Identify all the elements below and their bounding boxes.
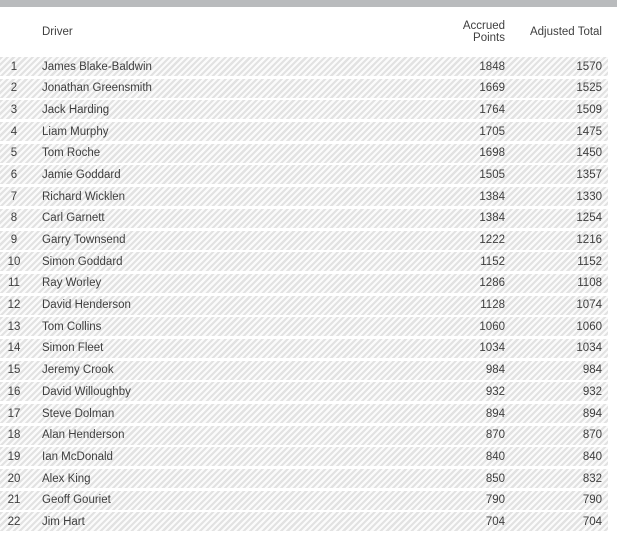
driver-name-cell: Jeremy Crook	[42, 364, 114, 377]
accrued-points-cell: 1384	[479, 212, 505, 225]
adjusted-total-cell: 1509	[576, 103, 602, 116]
table-row	[0, 339, 608, 358]
rank-cell: 20	[7, 472, 21, 485]
accrued-points-cell: 1848	[479, 60, 505, 73]
accrued-points-cell: 1152	[480, 255, 505, 268]
table-row	[0, 209, 608, 228]
adjusted-total-cell: 790	[582, 494, 602, 507]
driver-name-cell: Alex King	[42, 472, 91, 485]
accrued-points-cell: 1286	[479, 277, 505, 290]
adjusted-total-cell: 1108	[577, 277, 602, 290]
adjusted-total-cell: 870	[582, 429, 602, 442]
driver-name-cell: Tom Roche	[42, 147, 101, 160]
rank-cell: 10	[7, 255, 21, 268]
rank-cell: 2	[10, 82, 18, 95]
rank-cell: 12	[7, 299, 21, 312]
accrued-points-cell: 1060	[479, 320, 505, 333]
accrued-points-cell: 1669	[479, 82, 505, 95]
table-row	[0, 79, 608, 98]
rank-cell: 21	[7, 494, 21, 507]
table-row	[0, 274, 608, 293]
accrued-points-cell: 1698	[479, 147, 505, 160]
accrued-points-cell: 704	[485, 515, 505, 528]
accrued-points-cell: 932	[485, 385, 505, 398]
table-row	[0, 469, 608, 488]
adjusted-total-cell: 840	[582, 450, 602, 463]
accrued-points-cell: 1505	[479, 168, 505, 181]
rank-cell: 11	[8, 277, 20, 290]
driver-name-cell: Ray Worley	[42, 277, 102, 290]
driver-name-cell: Geoff Gouriet	[42, 494, 111, 507]
rank-cell: 19	[7, 450, 21, 463]
driver-name-cell: Jim Hart	[42, 515, 85, 528]
rank-cell: 17	[7, 407, 21, 420]
driver-name-cell: David Henderson	[42, 299, 131, 312]
accrued-points-cell: 790	[485, 494, 505, 507]
accrued-points-cell: 894	[485, 407, 505, 420]
accrued-points-cell: 870	[485, 429, 505, 442]
adjusted-total-cell: 1060	[576, 320, 602, 333]
rank-cell: 1	[10, 60, 18, 73]
adjusted-total-cell: 832	[582, 472, 602, 485]
adjusted-total-cell: 1357	[576, 168, 602, 181]
adjusted-total-cell: 1254	[576, 212, 602, 225]
table-row	[0, 447, 608, 466]
driver-name-cell: Liam Murphy	[42, 125, 109, 138]
accrued-points-cell: 1034	[479, 342, 505, 355]
table-row	[0, 187, 608, 206]
adjusted-total-cell: 1330	[576, 190, 602, 203]
driver-name-cell: Alan Henderson	[42, 429, 125, 442]
accrued-points-header-label: Accrued Points	[462, 19, 505, 44]
rank-cell: 13	[7, 320, 21, 333]
rank-cell: 18	[7, 429, 21, 442]
rank-cell: 3	[10, 103, 18, 116]
top-divider-bar	[0, 0, 617, 7]
table-row	[0, 252, 608, 271]
adjusted-total-cell: 1074	[576, 299, 602, 312]
table-row	[0, 57, 608, 76]
driver-name-cell: Jack Harding	[42, 103, 110, 116]
driver-name-cell: David Willoughby	[42, 385, 131, 398]
rank-cell: 8	[10, 212, 18, 225]
driver-name-cell: Jonathan Greensmith	[42, 82, 152, 95]
table-row	[0, 382, 608, 401]
table-body	[0, 57, 608, 531]
table-row	[0, 100, 608, 119]
table-row	[0, 491, 608, 510]
rank-cell: 6	[10, 168, 18, 181]
adjusted-total-cell: 704	[582, 515, 602, 528]
accrued-points-cell: 1128	[480, 299, 505, 312]
adjusted-total-cell: 1152	[577, 255, 602, 268]
accrued-points-column-header	[445, 20, 505, 45]
driver-name-cell: Simon Goddard	[42, 255, 123, 268]
driver-name-cell: Tom Collins	[42, 320, 102, 333]
adjusted-total-cell: 1450	[576, 147, 602, 160]
adjusted-total-cell: 984	[582, 364, 602, 377]
accrued-points-cell: 1222	[479, 234, 505, 246]
table-row	[0, 404, 608, 423]
adjusted-total-cell: 1570	[576, 60, 602, 73]
rank-cell: 9	[10, 234, 18, 246]
table-header-row	[0, 7, 608, 57]
table-row	[0, 165, 608, 184]
rank-cell: 16	[7, 385, 21, 398]
driver-name-cell: Garry Townsend	[42, 234, 126, 246]
rank-cell: 15	[7, 364, 21, 377]
table-row	[0, 512, 608, 531]
driver-name-cell: Ian McDonald	[42, 450, 113, 463]
driver-name-cell: Jamie Goddard	[42, 168, 121, 181]
accrued-points-cell: 1384	[479, 190, 505, 203]
driver-column-header: Driver	[42, 26, 73, 38]
table-row	[0, 122, 608, 141]
accrued-points-cell: 850	[485, 472, 505, 485]
rank-cell: 7	[10, 190, 18, 203]
driver-name-cell: James Blake-Baldwin	[42, 60, 152, 73]
adjusted-total-cell: 1216	[576, 234, 602, 246]
adjusted-total-cell: 932	[582, 385, 602, 398]
adjusted-total-cell: 894	[582, 407, 602, 420]
table-row	[0, 296, 608, 315]
adjusted-total-column-header: Adjusted Total	[529, 26, 602, 38]
driver-name-cell: Carl Garnett	[42, 212, 105, 225]
table-row	[0, 317, 608, 336]
driver-name-cell: Simon Fleet	[42, 342, 104, 355]
accrued-points-cell: 840	[485, 450, 505, 463]
accrued-points-cell: 984	[485, 364, 505, 377]
table-row	[0, 144, 608, 163]
table-row	[0, 426, 608, 445]
adjusted-total-cell: 1475	[576, 125, 602, 138]
rank-cell: 14	[7, 342, 21, 355]
rank-cell: 4	[10, 125, 18, 138]
table-row	[0, 361, 608, 380]
adjusted-total-cell: 1525	[576, 82, 602, 95]
rank-cell: 22	[7, 515, 21, 528]
adjusted-total-cell: 1034	[576, 342, 602, 355]
rank-cell: 5	[10, 147, 18, 160]
accrued-points-cell: 1764	[479, 103, 505, 116]
table-row	[0, 231, 608, 250]
driver-name-cell: Richard Wicklen	[42, 190, 126, 203]
driver-name-cell: Steve Dolman	[42, 407, 115, 420]
accrued-points-cell: 1705	[479, 125, 505, 138]
driver-standings-table	[0, 7, 608, 531]
